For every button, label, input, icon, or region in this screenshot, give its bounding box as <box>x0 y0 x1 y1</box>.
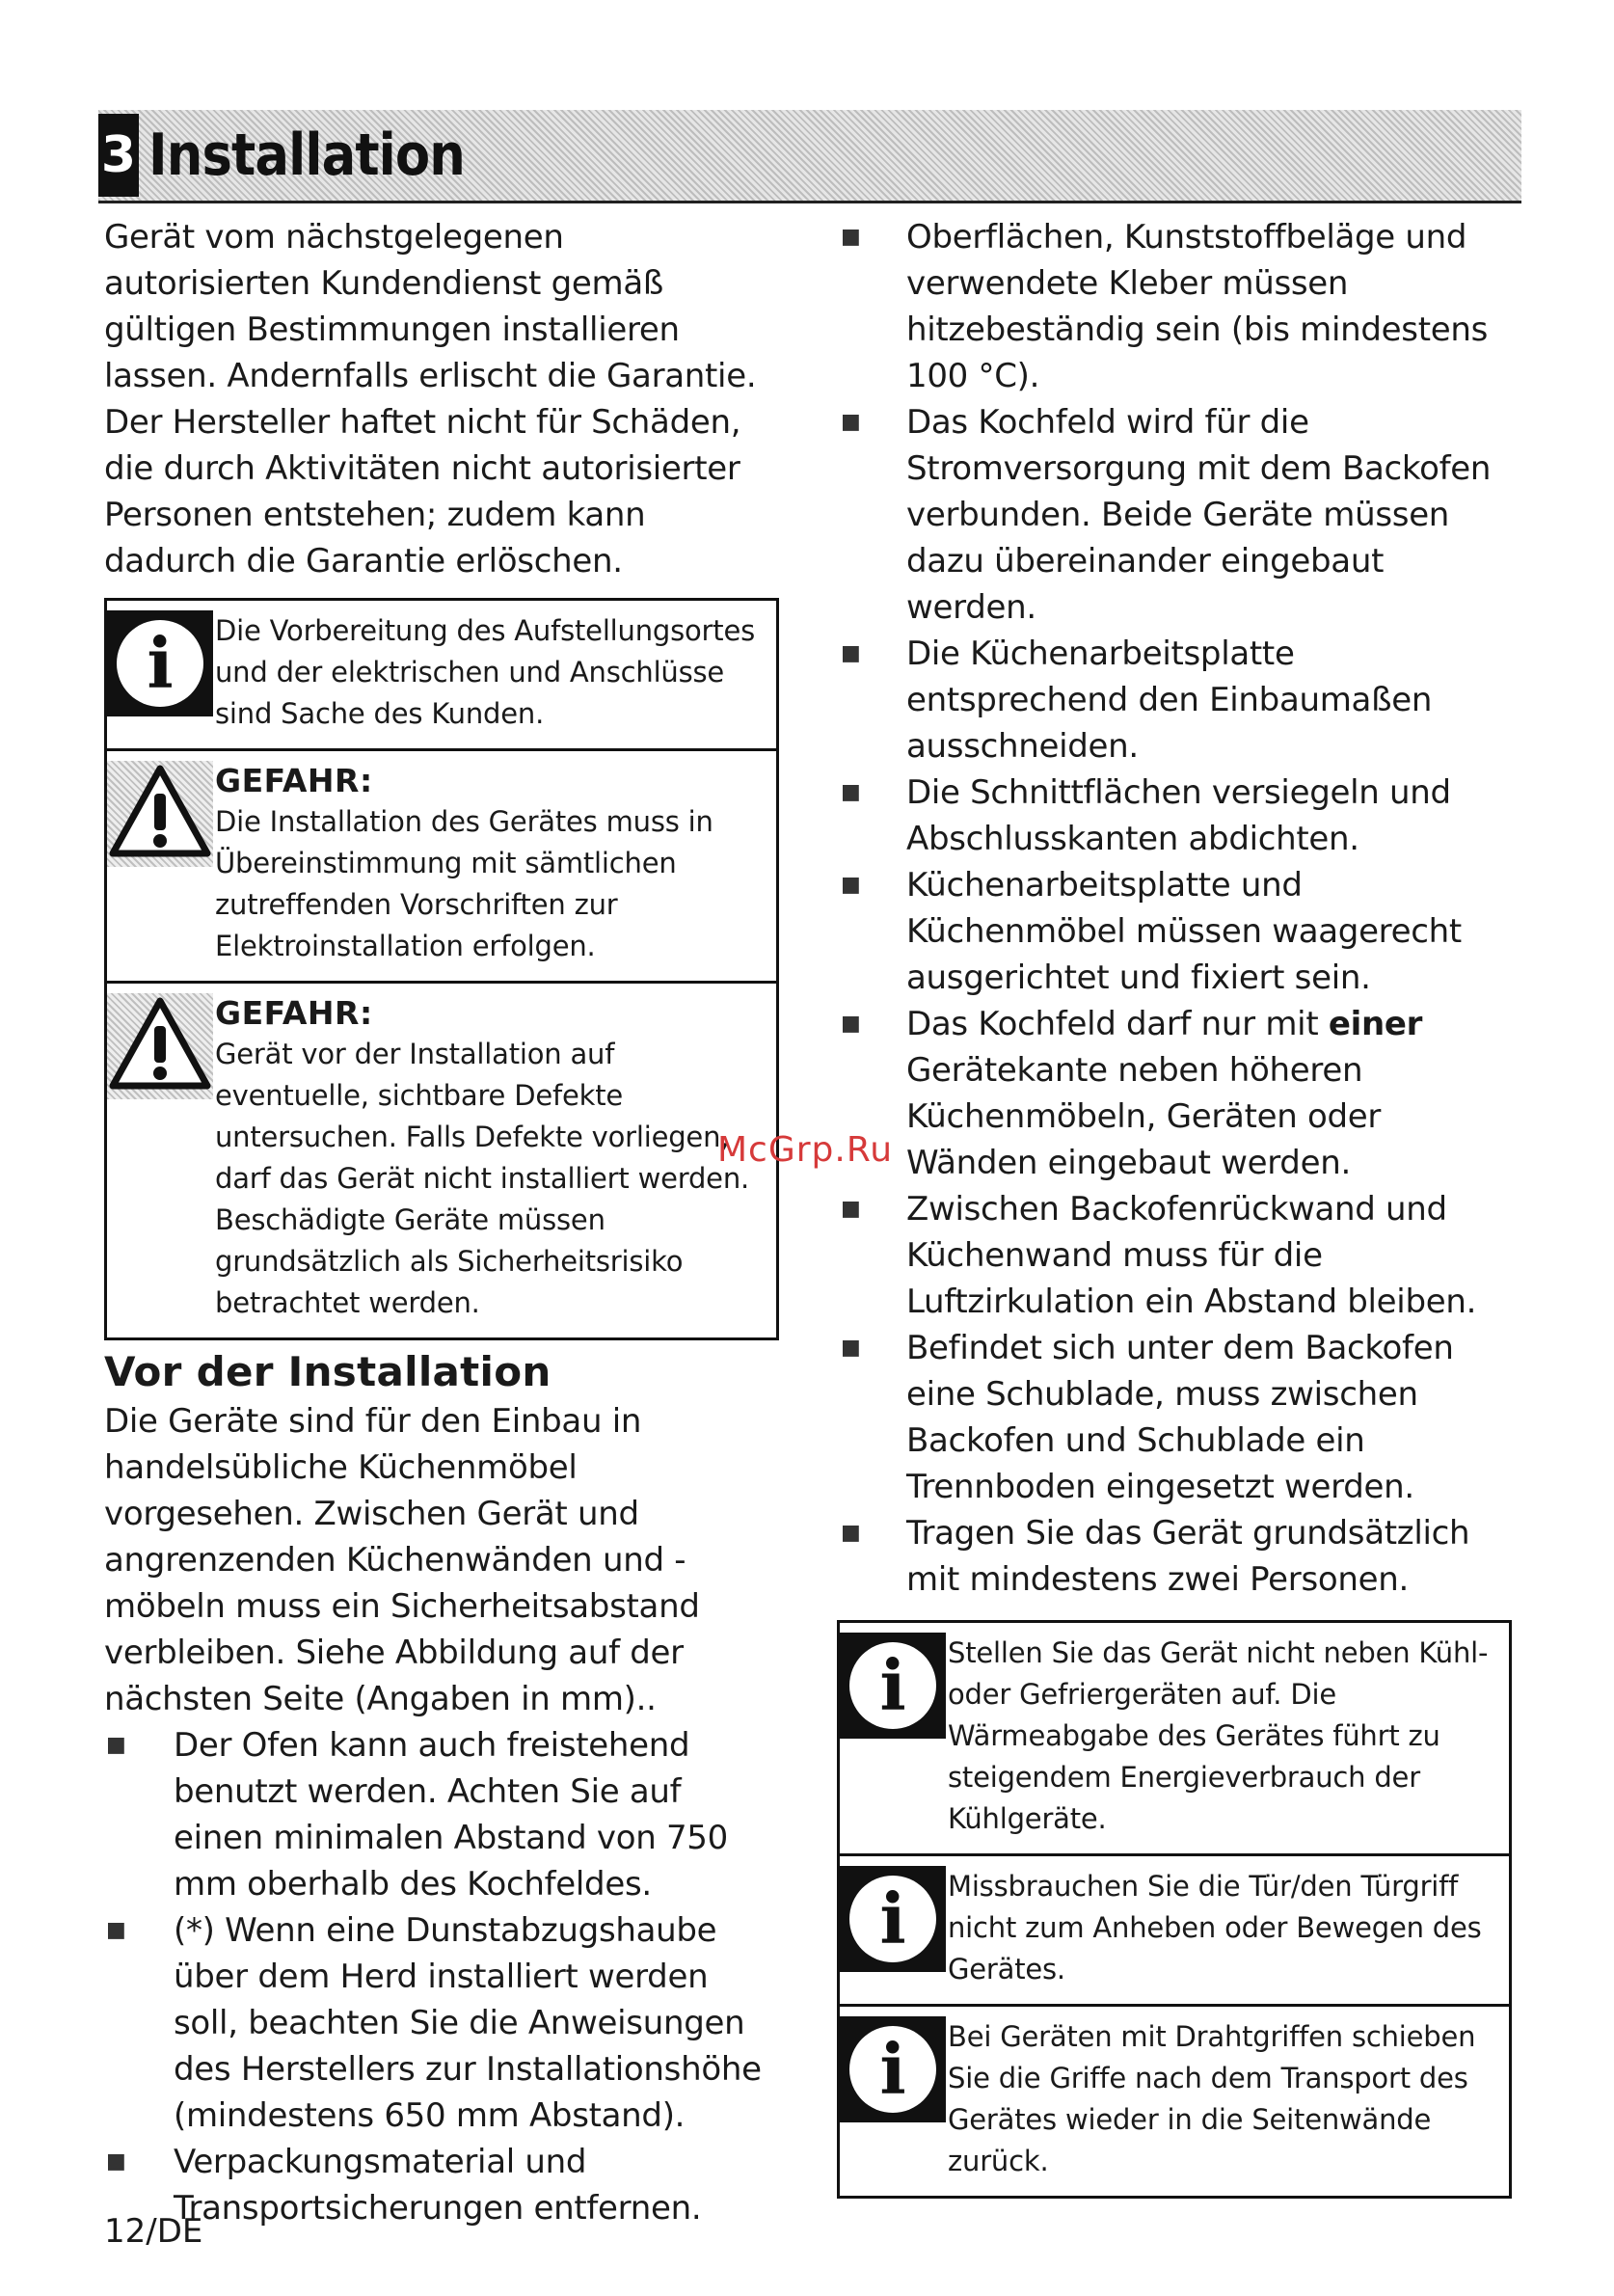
notice-text: Bei Geräten mit Drahtgriffen schieben Sie die Griffe nach dem Transport des Gerätes wieder in die Seitenwände zurück. <box>948 2020 1476 2177</box>
notice-text: Missbrauchen Sie die Tür/den Türgriff nicht zum Anheben oder Bewegen des Gerätes. <box>948 1870 1482 1985</box>
info-icon: i <box>107 610 213 716</box>
chapter-header <box>98 110 1521 203</box>
intro-paragraph: Gerät vom nächstgelegenen autorisierten Kundendienst gemäß gültigen Bestimmungen installieren lassen. Andernfalls erlischt die Garantie. Der Hersteller haftet nicht für Schäden, die durch Aktivitäten nicht autorisierter Personen entstehen; zudem kann dadurch die Garantie erlöschen. <box>104 218 757 581</box>
notice-info <box>107 601 776 748</box>
section-title: Vor der Installation <box>104 1348 551 1395</box>
right-column <box>837 214 1512 2199</box>
notice-group-right <box>837 1620 1512 2199</box>
list-item: ■ (*) Wenn eine Dunstabzugshaube über dem Herd installiert werden soll, beachten Sie die Anweisungen des Herstellers zur Installationshöhe (mindestens 650 mm Abstand). <box>106 1911 762 2135</box>
right-bullet-list <box>837 214 1512 1603</box>
list-item: ■ Verpackungsmaterial und Transportsicherungen entfernen. <box>106 2143 702 2228</box>
notice-text: Gerät vor der Installation auf eventuelle, sichtbare Defekte untersuchen. Falls Defekte vorliegen, darf das Gerät nicht installiert werden. <box>215 1038 750 1195</box>
notice-info <box>840 1853 1509 2004</box>
notice-text: Stellen Sie das Gerät nicht neben Kühl- oder Gefriergeräten auf. Die Wärmeabgabe des Gerätes führt zu steigendem Energieverbrauch der Kühlgeräte. <box>948 1636 1489 1835</box>
list-item: ■ Befindet sich unter dem Backofen eine Schublade, muss zwischen Backofen und Schublade ein Trennboden eingesetzt werden. <box>841 1329 1454 1506</box>
list-item: ■ Die Küchenarbeitsplatte entsprechend den Einbaumaßen ausschneiden. <box>841 635 1433 766</box>
notice-text-2: Beschädigte Geräte müssen grundsätzlich als Sicherheitsrisiko betrachtet werden. <box>215 1203 684 1319</box>
chapter-title: Installation <box>148 122 466 189</box>
notice-danger <box>107 981 776 1337</box>
page-number: 12/DE <box>104 2212 203 2251</box>
danger-heading: GEFAHR: <box>215 994 373 1032</box>
warning-icon <box>107 761 213 867</box>
notice-info <box>840 1623 1509 1853</box>
list-item: ■ Zwischen Backofenrückwand und Küchenwand muss für die Luftzirkulation ein Abstand bleiben. <box>841 1190 1477 1321</box>
section-paragraph: Die Geräte sind für den Einbau in handelsübliche Küchenmöbel vorgesehen. Zwischen Gerät und angrenzenden Küchenwänden und -möbeln muss ein Sicherheitsabstand verbleiben. Siehe Abbildung auf der nächsten Seite (Angaben in mm).. <box>104 1402 700 1718</box>
notice-text: Die Vorbereitung des Aufstellungsortes und der elektrischen und Anschlüsse sind Sache des Kunden. <box>215 614 755 730</box>
list-item: ■ Küchenarbeitsplatte und Küchenmöbel müssen waagerecht ausgerichtet und fixiert sein. <box>841 866 1462 997</box>
left-column <box>104 214 779 2231</box>
list-item: ■ Tragen Sie das Gerät grundsätzlich mit mindestens zwei Personen. <box>841 1514 1470 1599</box>
info-icon: i <box>840 2016 946 2122</box>
chapter-number: 3 <box>98 114 139 197</box>
list-item: ■ Die Schnittflächen versiegeln und Abschlusskanten abdichten. <box>841 773 1451 858</box>
watermark: McGrp.Ru <box>717 1130 894 1170</box>
notice-text: Die Installation des Gerätes muss in Übereinstimmung mit sämtlichen zutreffenden Vorschriften zur Elektroinstallation erfolgen. <box>215 805 713 962</box>
danger-heading: GEFAHR: <box>215 762 373 799</box>
emphasis: einer <box>1328 1005 1423 1043</box>
list-item: ■ Oberflächen, Kunststoffbeläge und verwendete Kleber müssen hitzebeständig sein (bis mindestens 100 °C). <box>841 218 1489 395</box>
info-icon: i <box>840 1866 946 1972</box>
warning-icon <box>107 993 213 1099</box>
info-icon: i <box>840 1633 946 1739</box>
list-item: ■ Das Kochfeld wird für die Stromversorgung mit dem Backofen verbunden. Beide Geräte müssen dazu übereinander eingebaut werden. <box>841 403 1492 627</box>
left-bullet-list <box>104 1722 779 2231</box>
notice-danger <box>107 748 776 981</box>
notice-group-left <box>104 598 779 1340</box>
list-item: ■ Das Kochfeld darf nur mit einer Gerätekante neben höheren Küchenmöbeln, Geräten oder Wänden eingebaut werden. <box>841 1005 1423 1182</box>
list-item: ■ Der Ofen kann auch freistehend benutzt werden. Achten Sie auf einen minimalen Abstand von 750 mm oberhalb des Kochfeldes. <box>106 1726 728 1904</box>
notice-info <box>840 2004 1509 2196</box>
